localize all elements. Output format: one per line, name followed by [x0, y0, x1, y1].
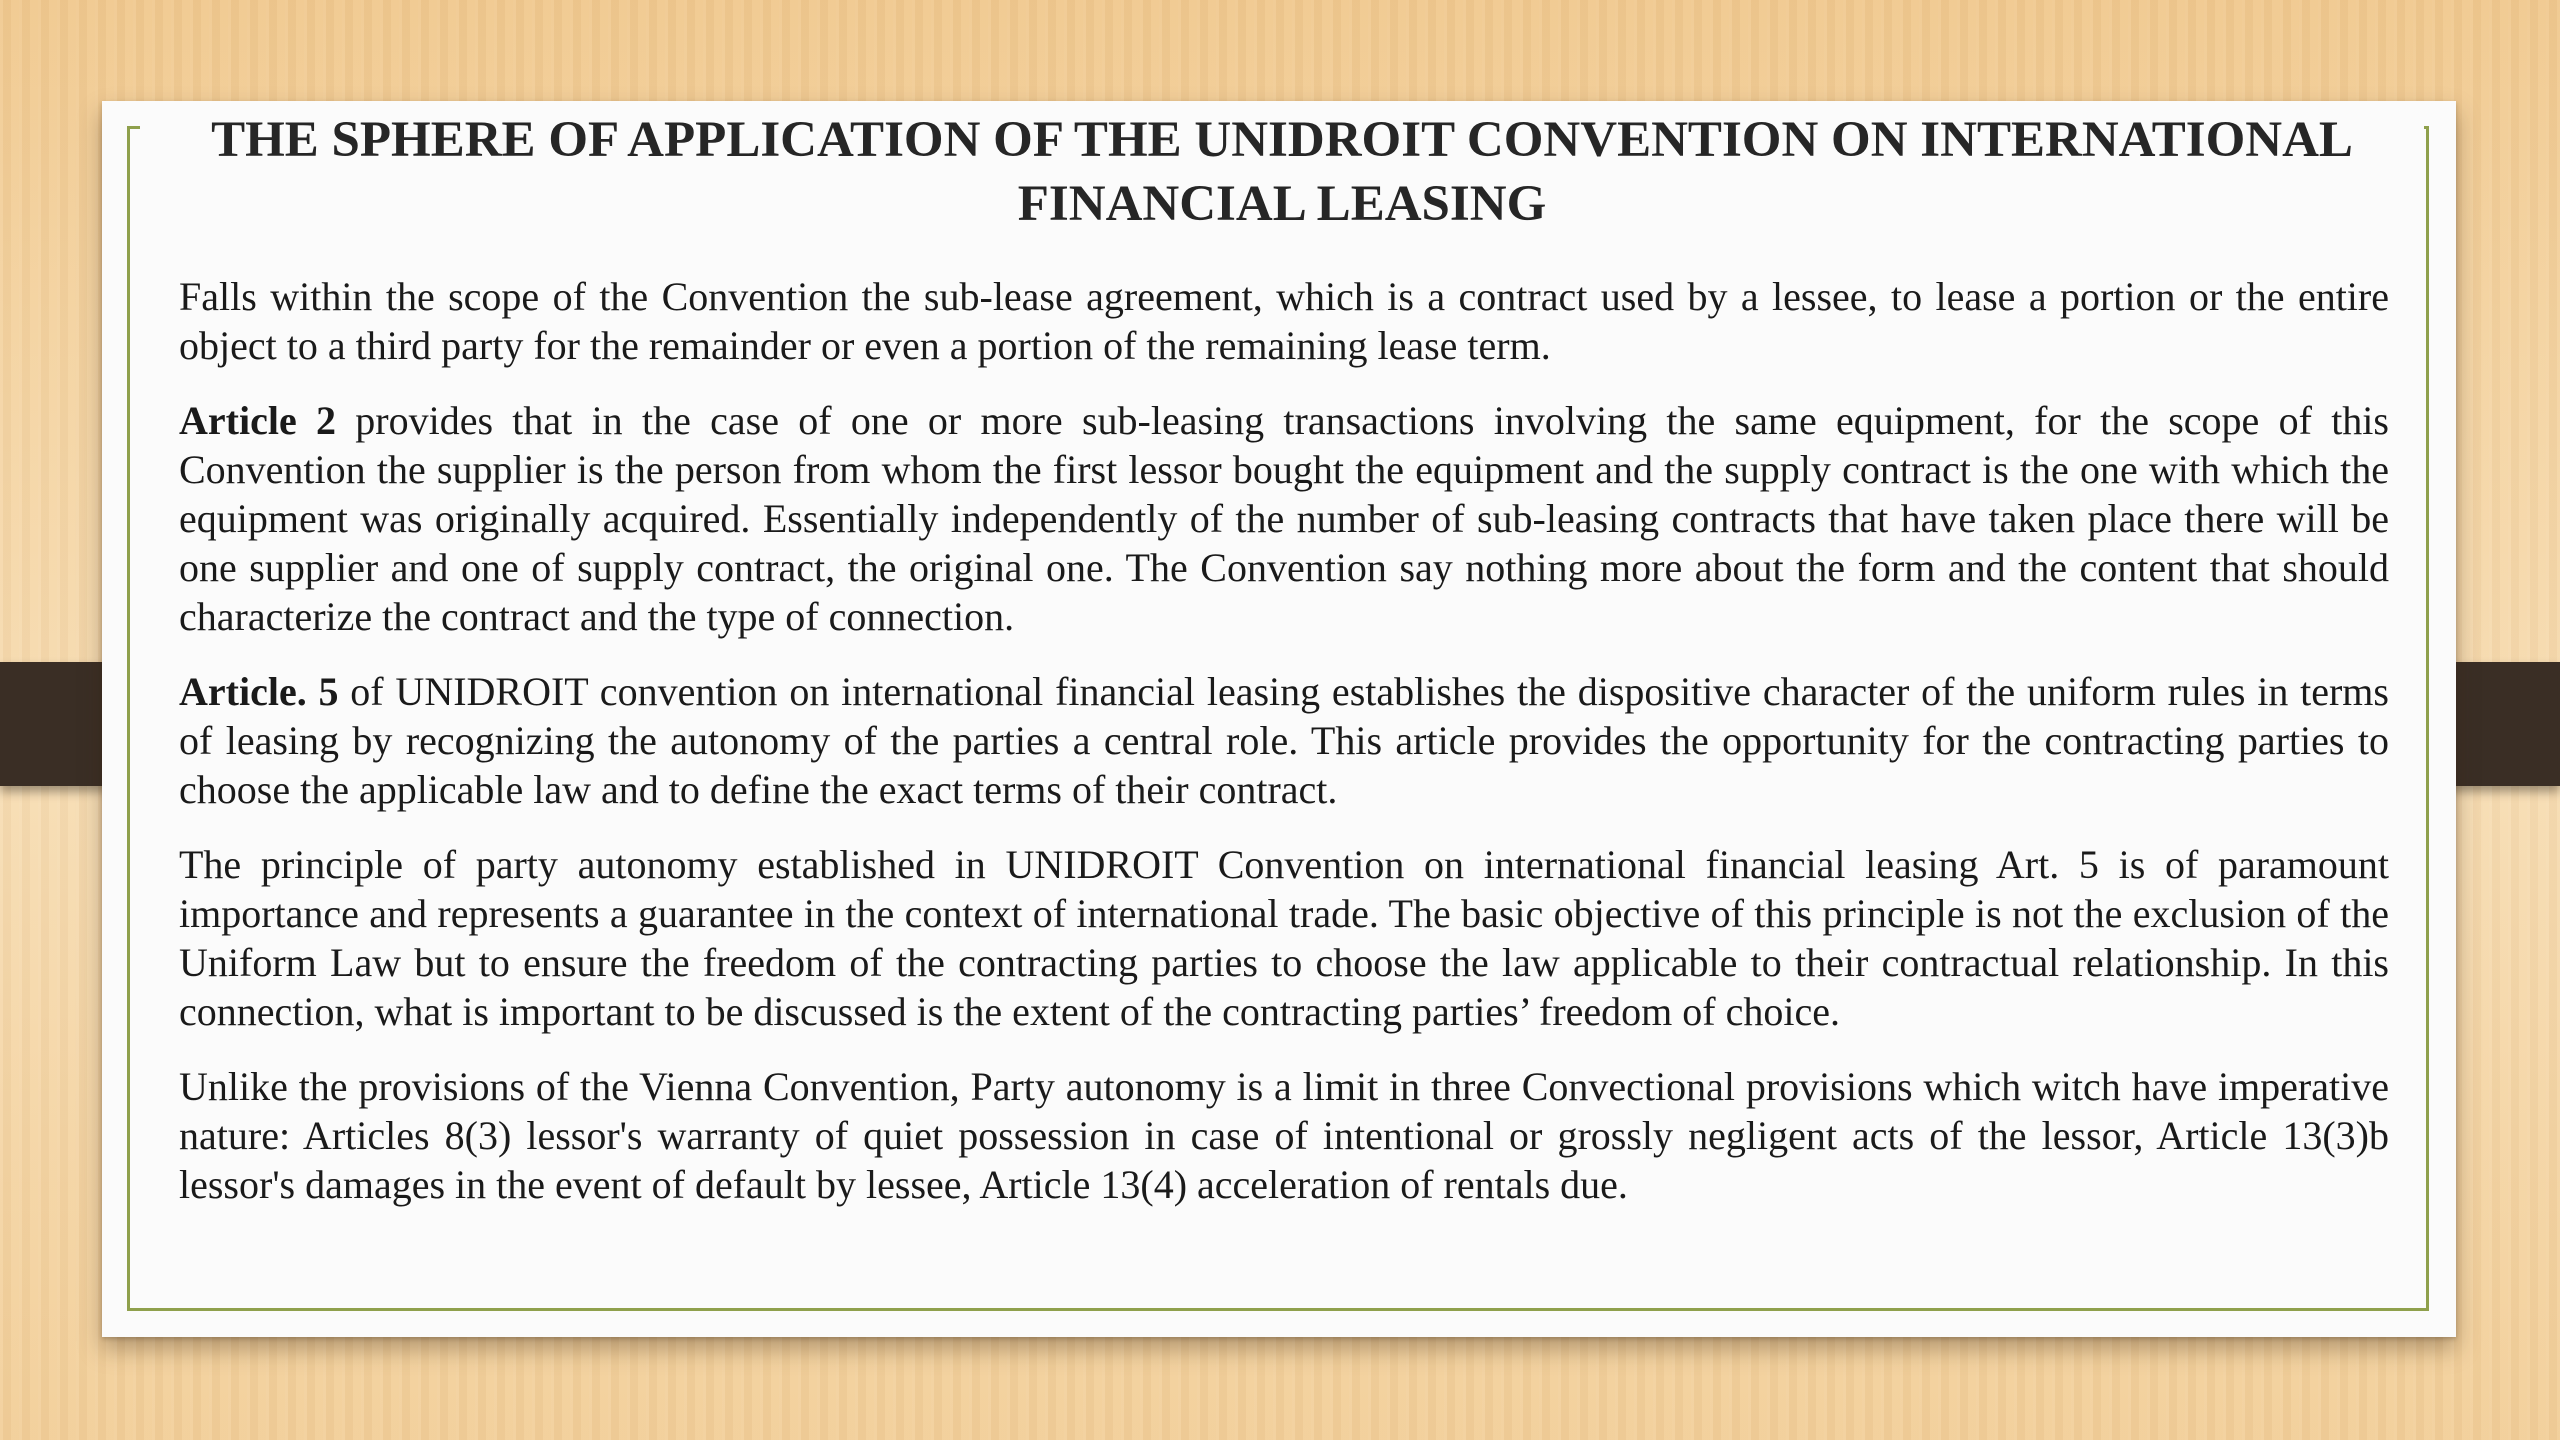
slide-title: [140, 108, 2424, 236]
paragraph-text: The principle of party autonomy established in UNIDROIT Convention on international financial leasing Art. 5 is of paramount importance and represents a guarantee in the context of international trade. The basic objective of this principle is not the exclusion of the Uniform Law but to ensure the freedom of the contracting parties to choose the law applicable to their contractual relationship. In this connection, what is important to be discussed is the extent of the contracting parties’ freedom of choice.: [179, 842, 2389, 1034]
paragraph-article-5: [179, 667, 2389, 814]
slide-body: [179, 272, 2389, 1235]
paragraph-sublease: [179, 272, 2389, 370]
slide-title-line-2: FINANCIAL LEASING: [1017, 176, 1547, 232]
paragraph-lead: Article 2: [179, 398, 336, 443]
paragraph-party-autonomy: [179, 840, 2389, 1036]
paragraph-vienna-convention: [179, 1062, 2389, 1209]
paragraph-article-2: [179, 396, 2389, 641]
paragraph-text: of UNIDROIT convention on international financial leasing establishes the dispositive character of the uniform rules in terms of leasing by recognizing the autonomy of the parties a central role. This article provides the opportunity for the contracting parties to choose the applicable law and to define the exact terms of their contract.: [179, 669, 2389, 812]
paragraph-text: Falls within the scope of the Convention the sub-lease agreement, which is a contract used by a lessee, to lease a portion or the entire object to a third party for the remainder or even a portion of the remaining lease term.: [179, 274, 2389, 368]
slide-title-line-1: THE SPHERE OF APPLICATION OF THE UNIDROIT CONVENTION ON INTERNATIONAL: [211, 112, 2353, 168]
paragraph-text: provides that in the case of one or more sub-leasing transactions involving the same equipment, for the scope of this Convention the supplier is the person from whom the first lessor bought the equipment and the supply contract is the one with which the equipment was originally acquired. Essentially independently of the number of sub-leasing contracts that have taken place there will be one supplier and one of supply contract, the original one. The Convention say nothing more about the form and the content that should characterize the contract and the type of connection.: [179, 398, 2389, 639]
paragraph-lead: Article. 5: [179, 669, 339, 714]
paragraph-text: Unlike the provisions of the Vienna Convention, Party autonomy is a limit in three Convectional provisions which witch have imperative nature: Articles 8(3) lessor's warranty of quiet possession in case of intentional or grossly negligent acts of the lessor, Article 13(3)b lessor's damages in the event of default by lessee, Article 13(4) acceleration of rentals due.: [179, 1064, 2389, 1207]
